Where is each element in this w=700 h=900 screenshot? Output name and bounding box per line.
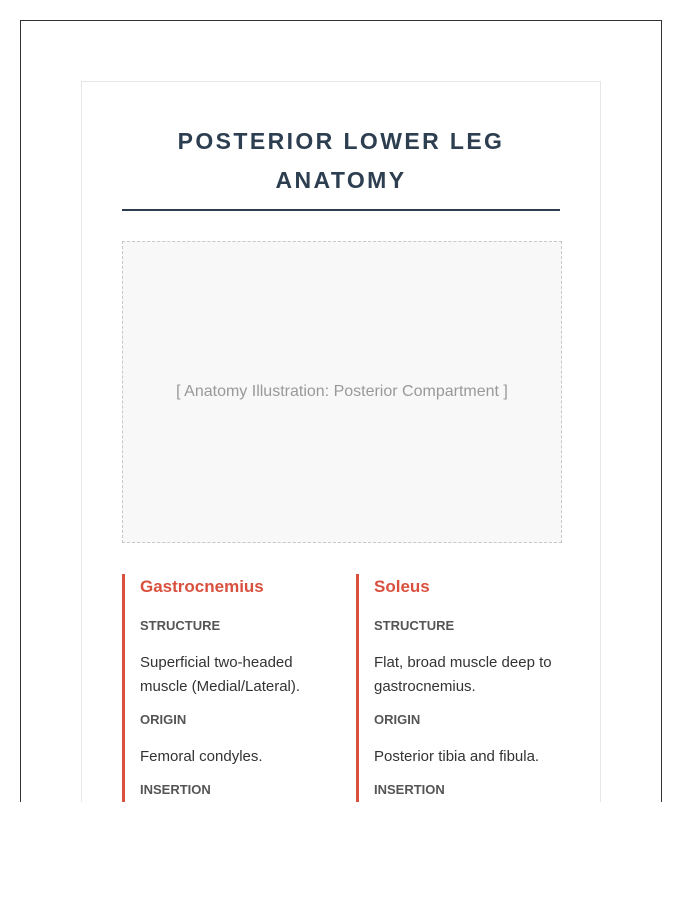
anatomy-illustration-placeholder <box>122 241 562 543</box>
page-title: POSTERIOR LOWER LEG ANATOMY <box>177 128 505 193</box>
muscle-card-soleus <box>356 574 564 802</box>
origin-label: ORIGIN <box>140 712 187 727</box>
title-divider <box>122 209 560 211</box>
structure-label: STRUCTURE <box>374 618 455 633</box>
insertion-label: INSERTION <box>374 782 445 797</box>
origin-text: Posterior tibia and fibula. <box>374 748 540 765</box>
structure-text: Flat, broad muscle deep to gastrocnemius. <box>374 654 552 695</box>
structure-label: STRUCTURE <box>140 618 221 633</box>
muscle-card-gastrocnemius <box>122 574 330 802</box>
muscle-name: Gastrocnemius <box>140 577 264 596</box>
structure-text: Superficial two-headed muscle (Medial/Lateral). <box>140 654 301 695</box>
document-frame <box>20 20 662 802</box>
origin-text: Femoral condyles. <box>140 748 263 765</box>
illustration-caption: [ Anatomy Illustration: Posterior Compartment ] <box>176 383 508 400</box>
insertion-label: INSERTION <box>140 782 211 797</box>
muscle-name: Soleus <box>374 577 430 596</box>
anatomy-card <box>81 81 601 802</box>
origin-label: ORIGIN <box>374 712 421 727</box>
